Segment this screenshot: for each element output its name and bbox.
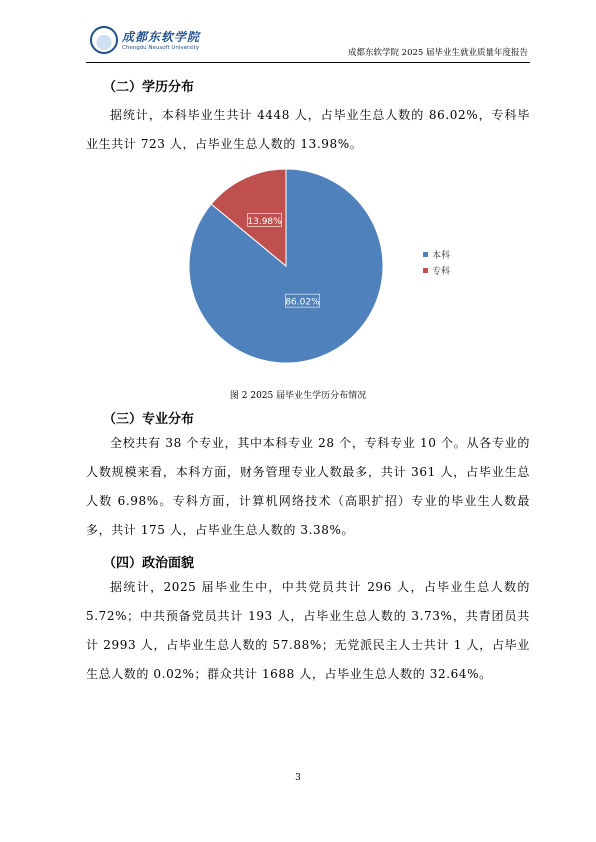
section-heading-majors: （三）专业分布	[103, 412, 195, 427]
page-header	[86, 22, 530, 63]
university-emblem-icon	[90, 26, 118, 54]
figure-caption: 图 2 2025 届毕业生学历分布情况	[229, 391, 367, 401]
data-label-bachelor: 86.02%	[285, 297, 320, 308]
section-heading-education: （二）学历分布	[103, 80, 195, 95]
logo-chinese-name: 成都东软学院	[122, 30, 201, 44]
university-logo	[90, 26, 200, 58]
report-title: 成都东软学院 2025 届毕业生就业质量年度报告	[347, 48, 528, 58]
legend-label-bachelor: 本科	[432, 251, 451, 261]
paragraph-majors: 全校共有 38 个专业，其中本科专业 28 个，专科专业 10 个。从各专业的人数规模来看，本科方面，财务管理专业人数最多，共计 361 人，占毕业生总人数 6.98%。专科方面，计算机网络技术（高职扩招）专业的毕业生人数最多，共计 175 人，占毕业生总人数的 3.38%。	[86, 436, 530, 537]
paragraph-political: 据统计，2025 届毕业生中，中共党员共计 296 人，占毕业生总人数的 5.72%；中共预备党员共计 193 人，占毕业生总人数的 3.73%，共青团员共计 2993 人，占毕业生总人数的 57.88%；无党派民主人士共计 1 人，占毕业生总人数的 0.02%；群众共计 1688 人，占毕业生总人数的 32.64%。	[86, 580, 530, 681]
legend-label-associate: 专科	[432, 267, 451, 277]
legend-swatch-bachelor	[423, 252, 428, 257]
page-number: 3	[295, 773, 301, 783]
paragraph-education: 据统计，本科毕业生共计 4448 人，占毕业生总人数的 86.02%，专科毕业生共计 723 人，占毕业生总人数的 13.98%。	[86, 108, 530, 151]
data-label-associate: 13.98%	[247, 216, 282, 227]
education-pie-chart	[180, 160, 480, 374]
logo-english-name: Chengdu Neusoft University	[122, 45, 200, 51]
legend-swatch-associate	[423, 268, 428, 273]
section-heading-political: （四）政治面貌	[103, 556, 195, 571]
